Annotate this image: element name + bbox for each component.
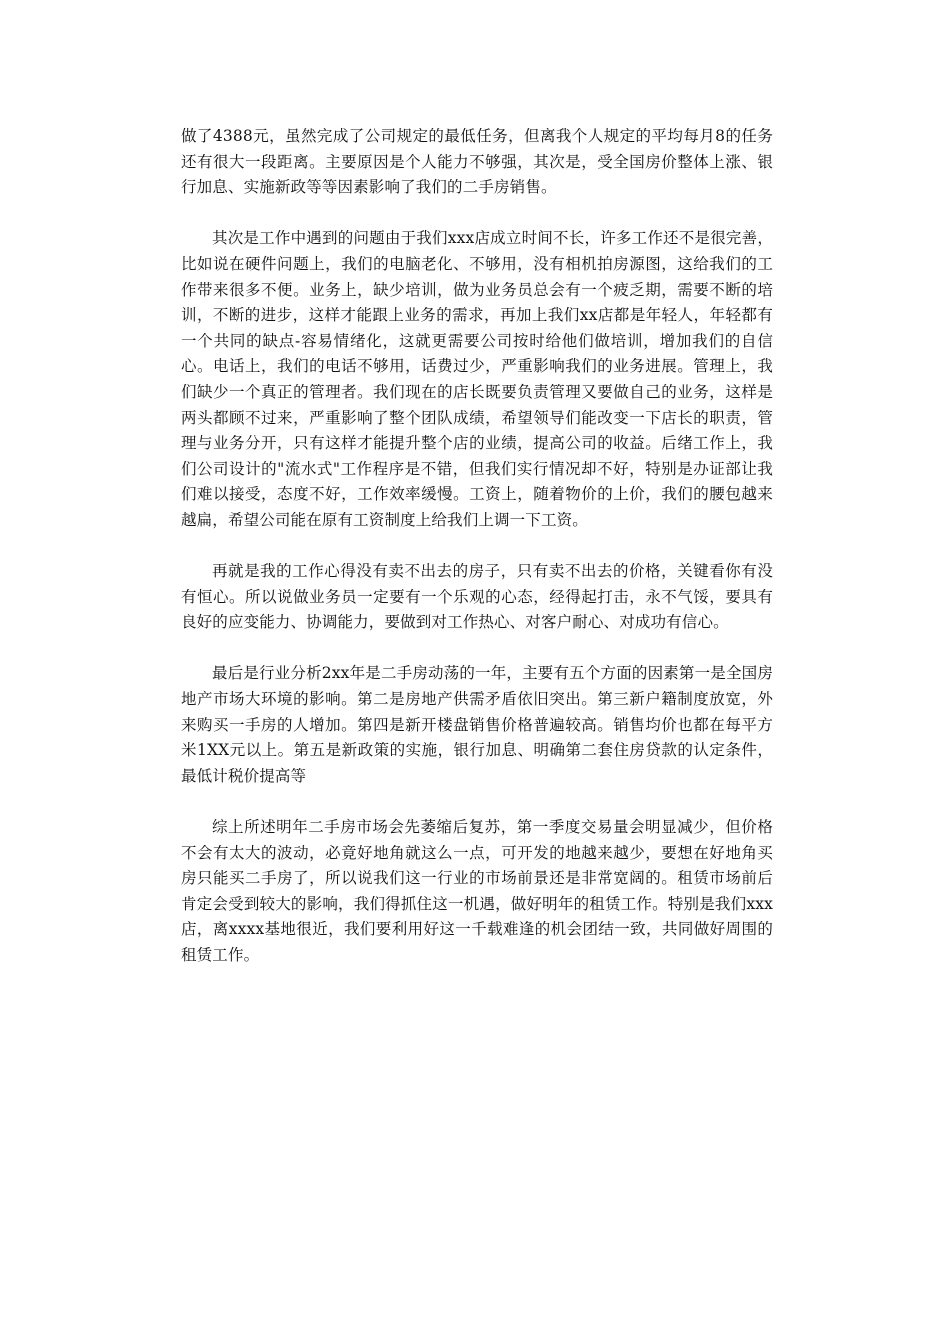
paragraph-work-insights: 再就是我的工作心得没有卖不出去的房子，只有卖不出去的价格，关键看你有没有恒心。所以说做业务员一定要有一个乐观的心态，经得起打击，永不气馁，要具有良好的应变能力、协调能力，要做到对工作热心、对客户耐心、对成功有信心。 xyxy=(181,562,773,632)
document-body xyxy=(181,124,773,994)
paragraph-industry-analysis: 最后是行业分析2xx年是二手房动荡的一年，主要有五个方面的因素第一是全国房地产市场大环境的影响。第二是房地产供需矛盾依旧突出。第三新户籍制度放宽，外来购买一手房的人增加。第四是新开楼盘销售价格普遍较高。销售均价也都在每平方米1XX元以上。第五是新政策的实施，银行加息、明确第二套住房贷款的认定条件，最低计税价提高等 xyxy=(181,664,773,785)
paragraph-market-outlook: 综上所述明年二手房市场会先萎缩后复苏，第一季度交易量会明显减少，但价格不会有太大的波动，必竟好地角就这么一点，可开发的地越来越少，要想在好地角买房只能买二手房了，所以说我们这一行业的市场前景还是非常宽阔的。租赁市场前后肯定会受到较大的影响，我们得抓住这一机遇，做好明年的租赁工作。特别是我们xxx店，离xxxx基地很近，我们要利用好这一千载难逢的机会团结一致，共同做好周围的租赁工作。 xyxy=(181,818,773,964)
paragraph-sales-summary: 做了4388元，虽然完成了公司规定的最低任务，但离我个人规定的平均每月8的任务还有很大一段距离。主要原因是个人能力不够强，其次是，受全国房价整体上涨、银行加息、实施新政等等因素影响了我们的二手房销售。 xyxy=(181,127,773,197)
paragraph-work-problems: 其次是工作中遇到的问题由于我们xxx店成立时间不长，许多工作还不是很完善，比如说在硬件问题上，我们的电脑老化、不够用，没有相机拍房源图，这给我们的工作带来很多不便。业务上，缺少培训，做为业务员总会有一个疲乏期，需要不断的培训，不断的进步，这样才能跟上业务的需求，再加上我们xx店都是年轻人，年轻都有一个共同的缺点-容易情绪化，这就更需要公司按时给他们做培训，增加我们的自信心。电话上，我们的电话不够用，话费过少，严重影响我们的业务进展。管理上，我们缺少一个真正的管理者。我们现在的店长既要负责管理又要做自己的业务，这样是两头都顾不过来，严重影响了整个团队成绩，希望领导们能改变一下店长的职责，管理与业务分开，只有这样才能提升整个店的业绩，提高公司的收益。后绪工作上，我们公司设计的"流水式"工作程序是不错，但我们实行情况却不好，特别是办证部让我们难以接受，态度不好，工作效率缓慢。工资上，随着物价的上价，我们的腰包越来越扁，希望公司能在原有工资制度上给我们上调一下工资。 xyxy=(181,229,773,529)
